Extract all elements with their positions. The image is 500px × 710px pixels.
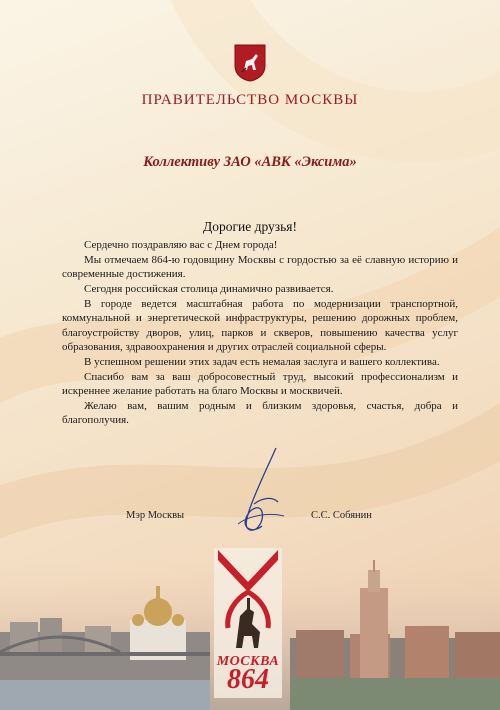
paragraph: Мы отмечаем 864-ю годовщину Москвы с гордостью за её славную историю и современные достижения. <box>62 254 458 281</box>
logo-word: МОСКВА <box>216 654 280 669</box>
greeting: Дорогие друзья! <box>203 219 297 234</box>
signer-name: С.С. Собянин <box>311 510 372 521</box>
paragraph: В городе ведется масштабная работа по модернизации транспортной, коммунальной и энергетической инфраструктуры, решению дорожных проблем, благоустройству дворов, улиц, парков и скверов, повышению качества услуг образования, здравоохранения и других отраслей социальной сферы. <box>62 298 458 353</box>
signer-title: Мэр Москвы <box>126 510 185 521</box>
paragraph: Сегодня российская столица динамично развивается. <box>84 283 334 296</box>
organization-title: ПРАВИТЕЛЬСТВО МОСКВЫ <box>141 92 359 108</box>
handwritten-signature <box>228 446 288 538</box>
recipient-line: Коллективу ЗАО «АВК «Эксима» <box>143 154 357 170</box>
paragraph: В успешном решении этих задач есть немалая заслуга и вашего коллектива. <box>84 355 440 368</box>
letter-body <box>62 238 458 428</box>
logo-number: 864 <box>227 664 269 695</box>
moscow-coat-of-arms-icon <box>234 44 266 82</box>
paragraph: Желаю вам, вашим родным и близким здоровья, счастья, добра и благополучия. <box>62 400 458 427</box>
paragraph: Спасибо вам за ваш добросовестный труд, высокий профессионализм и искреннее желание работать на благо Москвы и москвичей. <box>62 370 458 397</box>
paragraph: Сердечно поздравляю вас с Днем города! <box>84 239 278 251</box>
